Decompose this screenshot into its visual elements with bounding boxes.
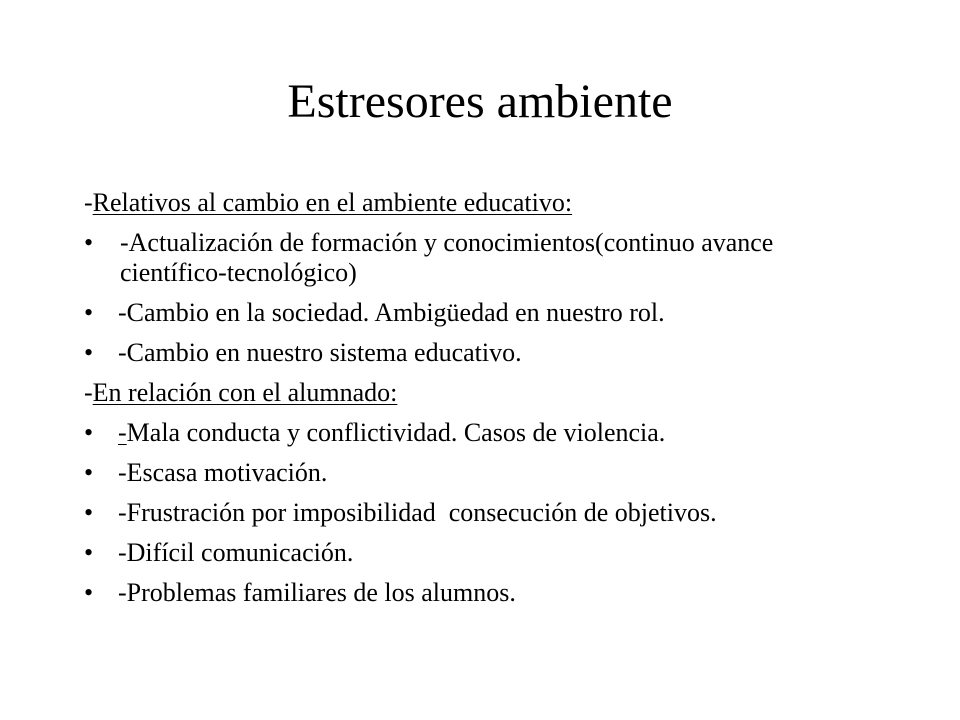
bullet-item [84,538,884,568]
bullet-text: -Difícil comunicación. [118,538,354,567]
bullet-item [84,498,884,528]
bullet-item [84,418,884,448]
slide-body [84,188,884,618]
bullet-text: -Cambio en nuestro sistema educativo. [118,338,522,367]
bullet-item [84,298,884,328]
bullet-dot: • [84,228,94,257]
bullet-item [84,228,884,288]
bullet-dot: • [84,298,94,327]
bullet-item [84,338,884,368]
bullet-item [84,578,884,608]
bullet-dot: • [84,338,94,367]
bullet-text [118,418,884,448]
section-heading-prefix: - [84,188,93,217]
section-heading-prefix: - [84,378,93,407]
section-heading-text: Relativos al cambio en el ambiente educativo: [92,188,573,217]
bullet-dot: • [84,418,94,447]
bullet-dot: • [84,538,94,567]
bullet-dot: • [84,458,94,487]
section-heading-cambio [84,188,884,228]
bullet-text: -Frustración por imposibilidad consecución de objetivos. [118,498,717,527]
slide-title: Estresores ambiente [287,75,673,128]
bullet-text: -Problemas familiares de los alumnos. [118,578,516,607]
bullet-text: -Actualización de formación y conocimientos(continuo avance científico-tecnológico) [120,228,774,287]
section-heading-alumnado [84,378,884,418]
bullet-dot: • [84,578,94,607]
bullet-item [84,458,884,488]
section-heading-text: En relación con el alumnado: [92,378,398,407]
bullet-text-rest: Mala conducta y conflictividad. Casos de violencia. [126,418,666,447]
bullet-dot: • [84,498,94,527]
bullet-text: -Cambio en la sociedad. Ambigüedad en nuestro rol. [118,298,665,327]
bullet-text: -Escasa motivación. [118,458,328,487]
bullet-dash-underlined: - [118,418,127,447]
